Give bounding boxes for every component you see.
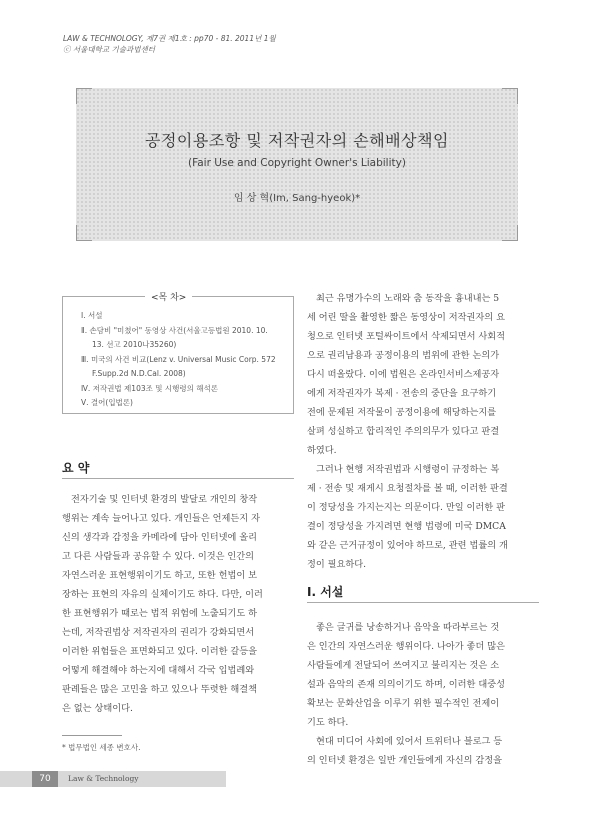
- table-of-contents: [62, 293, 294, 414]
- paper-title-korean: 공정이용조항 및 저작권자의 손해배상책임: [145, 131, 449, 150]
- toc-item[interactable]: Ⅲ. 미국의 사건 비교(Lenz v. Universal Music Corp. 572: [81, 354, 276, 364]
- toc-item-continued[interactable]: 13. 선고 2010나35260): [92, 340, 177, 349]
- footnote-rule: [62, 735, 122, 736]
- author-footnote: * 법무법인 세종 변호사.: [62, 743, 141, 752]
- abstract-heading: 요 약: [62, 461, 90, 475]
- page-number: 70: [32, 771, 58, 787]
- section-1-body: 좋은 글귀를 낭송하거나 음악을 따라부르는 것 은 인간의 자연스러운 행위이다. 나아가 좋더 많은 사람들에게 전달되어 쓰여지고 불리지는 것은 소 설과 음악의 존재 의의이기도 하며, 이러한 대중성 확보는 문화산업을 이루기 위한 필수적인 전제이 기도 하다. 현대 미디어 사회에 있어서 트위터나 블로그 등 의 인터넷 환경은 일반 개인들에게 자신의 감정을: [307, 622, 505, 766]
- toc-item[interactable]: Ⅰ. 서설: [81, 311, 103, 320]
- toc-item[interactable]: Ⅱ. 손담비 "미쳤어" 동영상 사건(서울고등법원 2010. 10.: [81, 325, 268, 335]
- section-1-heading: Ⅰ. 서설: [307, 585, 344, 599]
- toc-list: [81, 309, 276, 411]
- title-box: [76, 88, 518, 241]
- abstract-rule: [62, 478, 294, 479]
- toc-item[interactable]: Ⅴ. 결어(입법론): [81, 398, 133, 407]
- journal-name: Law & Technology: [68, 774, 139, 783]
- right-intro-paragraph-2: 그러나 현행 저작권법과 시행령이 규정하는 복 제 · 전송 및 재게시 요청절차를 볼 때, 이러한 판결 이 정당성을 가지는지는 의문이다. 만일 이러한 판 결이 정당성을 가지려면 현행 법령에 미국 DMCA 와 같은 근거규정이 있어야 하므로, 관련 법률의 개 정이 필요하다.: [307, 464, 508, 570]
- abstract-body: 전자기술 및 인터넷 환경의 발달로 개인의 창작 행위는 계속 늘어나고 있다. 개인들은 언제든지 자 신의 생각과 감정을 카메라에 담아 인터넷에 올리 고 다른 사람들과 공유할 수 있다. 이것은 인간의 자연스러운 표현행위이기도 하고, 또한 헌법이 보 장하는 표현의 자유의 실체이기도 하다. 다만, 이러 한 표현행위가 때로는 법적 위험에 노출되기도 하 는데, 저작권법상 저작권자의 권리가 강화되면서 이러한 위험들은 표면화되고 있다. 이러한 갈등을 어떻게 해결해야 하는지에 대해서 각국 입법례와 판례들은 많은 고민을 하고 있으나 뚜렷한 해결책 은 없는 상태이다.: [62, 494, 263, 714]
- journal-citation: LAW & TECHNOLOGY, 제7권 제1호 : pp70 - 81. 2011년 1월: [63, 34, 276, 43]
- toc-item-continued[interactable]: F.Supp.2d N.D.Cal. 2008): [92, 369, 186, 378]
- journal-publisher: ⓒ 서울대학교 기술과법센터: [63, 45, 155, 54]
- author-name: 임 상 혁(Im, Sang-hyeok)*: [233, 193, 361, 204]
- paper-title-english: (Fair Use and Copyright Owner's Liability): [188, 157, 406, 169]
- right-intro-paragraph-1: 최근 유명가수의 노래와 춤 동작을 흉내내는 5 세 어린 딸을 촬영한 짧은 동영상이 저작권자의 요 청으로 인터넷 포털싸이트에서 삭제되면서 사회적 으로 권리남용과 공정이용의 범위에 관한 논의가 다시 떠올랐다. 이에 법원은 온라인서비스제공자 에게 저작권자가 복제 · 전송의 중단을 요구하기 전에 문제된 저작물이 공정이용에 해당하는지를 살펴 성실하고 합리적인 주의의무가 있다고 판결 하였다.: [307, 293, 506, 456]
- toc-item[interactable]: Ⅳ. 저작권법 제103조 및 시행령의 해석론: [81, 383, 218, 393]
- section-1-rule: [307, 602, 539, 603]
- journal-header: [63, 33, 276, 55]
- toc-title: <목 차>: [145, 290, 192, 303]
